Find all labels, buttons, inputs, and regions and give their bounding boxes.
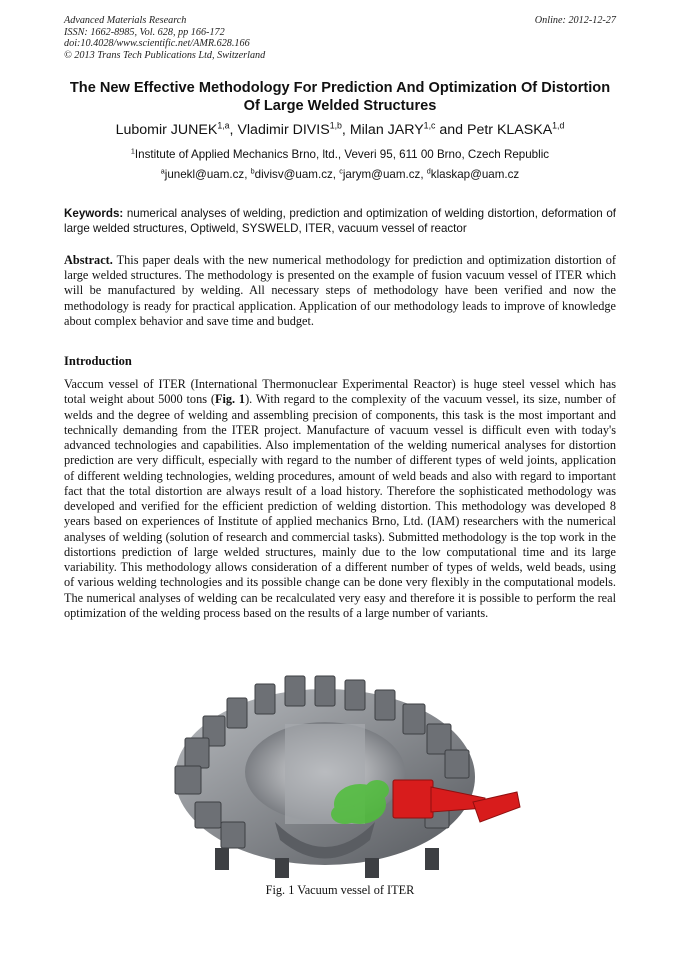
figure-vacuum-vessel	[155, 672, 525, 882]
email-address[interactable]: jarym@uam.cz	[342, 168, 421, 181]
author-separator: ,	[229, 122, 238, 138]
author-affil-mark: 1,d	[552, 120, 565, 131]
email-mark: b	[250, 166, 255, 176]
email-separator: ,	[332, 168, 340, 181]
author-name: Milan JARY	[349, 122, 424, 138]
email-list	[64, 168, 616, 182]
author-list	[64, 121, 616, 139]
author-separator: and	[435, 122, 467, 138]
email-address[interactable]: klaskap@uam.cz	[430, 168, 520, 181]
author-name: Vladimir DIVIS	[237, 122, 330, 138]
keywords-block	[64, 206, 616, 236]
abstract-block	[64, 253, 616, 329]
email-mark: a	[160, 166, 165, 176]
abstract-label: Abstract.	[64, 253, 113, 267]
email-mark: d	[426, 166, 431, 176]
introduction-paragraph	[64, 377, 616, 621]
author-affil-mark: 1,a	[217, 120, 230, 131]
affiliation-text: Institute of Applied Mechanics Brno, ltd., Veveri 95, 611 00 Brno, Czech Republic	[134, 148, 550, 161]
figure-reference[interactable]: Fig. 1	[214, 392, 246, 407]
doi-line: doi:10.4028/www.scientific.net/AMR.628.166	[64, 38, 250, 50]
email-separator: ,	[420, 168, 427, 181]
intro-text-end: ). With regard to the complexity of the vacuum vessel, its size, number of welds and the degree of welding and assembling precision of components, this task is the most important and technically demanding from the ITER project. Manufacture of vacuum vessel is difficult even with today's advanced technologies and capabilities. Also implementation of the welding numerical analyses for distortion prediction are very difficult, especially with regard to the number of different types of weld joints, application of different welding technologies, welding procedures, amount of weld beads and also with regard to important fact that the total distortion are always result of a load history. Therefore the sophisticated methodology was developed and verified for the efficient prediction of welding distortion. This methodology was developed 8 years based on experiences of Institute of applied mechanics Brno, Ltd. (IAM) researchers with the numerical analyses of welding (solution of research and commercial tasks). Submitted methodology is the top work in the distortions prediction of large welded structures, mainly due to the low computational time and its large variability. This methodology allows consideration of a different number of types of welds, weld beads, using of various welding technologies and its possible change can be done very flexibly in the computational models. The numerical analyses of welding can be recalculated very easy and therefore it is possible to perform the real optimization of the welding process based on the results of a large number of variants.	[64, 392, 617, 620]
email-address[interactable]: divisv@uam.cz	[254, 168, 333, 181]
author-separator: ,	[341, 122, 350, 138]
author-affil-mark: 1,c	[423, 120, 436, 131]
vacuum-vessel-render	[155, 672, 525, 882]
author-name: Petr KLASKA	[466, 122, 553, 138]
affiliation	[64, 148, 616, 162]
keywords-label: Keywords:	[64, 207, 124, 220]
online-date: Online: 2012-12-27	[534, 15, 616, 26]
journal-name: Advanced Materials Research	[64, 15, 187, 26]
section-heading-introduction: Introduction	[64, 354, 132, 368]
affiliation-mark: 1	[130, 146, 135, 156]
abstract-text: This paper deals with the new numerical methodology for prediction and optimization distortion of large welded structures. The methodology is presented on the example of fusion vacuum vessel of ITER which will be manufactured by welding. All necessary steps of methodology have been verified and now the methodology is ready for practical application. Application of our methodology leads to improve of knowledge about complex behavior and save time and budget.	[64, 253, 616, 328]
journal-header	[64, 15, 265, 61]
email-address[interactable]: junekl@uam.cz	[164, 168, 245, 181]
author-affil-mark: 1,b	[329, 120, 342, 131]
email-separator: ,	[244, 168, 251, 181]
keywords-text: numerical analyses of welding, prediction and optimization of welding distortion, deformation of large welded structures, Optiweld, SYSWELD, ITER, vacuum vessel of reactor	[64, 207, 616, 236]
figure-caption: Fig. 1 Vacuum vessel of ITER	[265, 883, 415, 897]
issn-line: ISSN: 1662-8985, Vol. 628, pp 166-172	[64, 26, 225, 38]
intro-text-start: Vaccum vessel of ITER (International Thermonuclear Experimental Reactor) is huge steel vessel which has total weight about 5000 tons (	[64, 377, 616, 407]
email-mark: c	[339, 166, 343, 176]
paper-title: The New Effective Methodology For Prediction And Optimization Of Distortion Of Large Welded Structures	[69, 80, 611, 114]
author-name: Lubomir JUNEK	[115, 122, 218, 138]
copyright-line: © 2013 Trans Tech Publications Ltd, Switzerland	[64, 49, 266, 61]
